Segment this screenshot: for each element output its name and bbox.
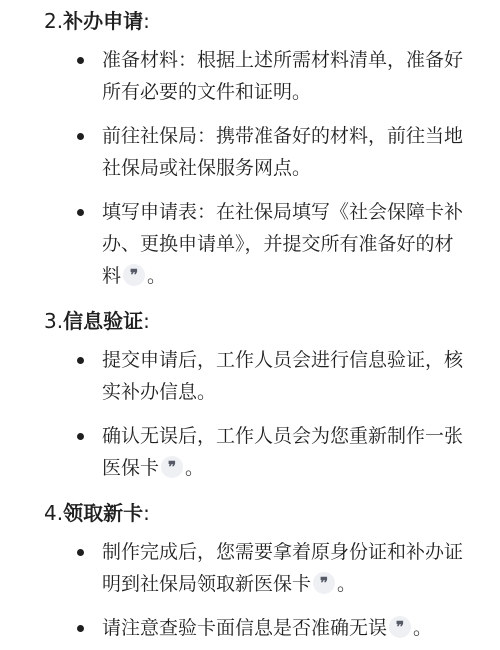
section-number: 2. — [44, 9, 64, 33]
bullet-dot-icon — [77, 625, 84, 632]
bullet-list — [44, 536, 472, 644]
section-title: 补办申请 — [63, 9, 144, 33]
bullet-dot-icon — [77, 549, 84, 556]
bullet-dot-icon — [77, 133, 84, 140]
section-colon: : — [143, 309, 150, 333]
list-item-text: 前往社保局：携带准备好的材料，前往当地社保局或社保服务网点。 — [102, 125, 464, 179]
list-item-text: 制作完成后，您需要拿着原身份证和补办证明到社保局领取新医保卡 — [102, 541, 464, 595]
list-item — [44, 536, 472, 600]
bullet-dot-icon — [77, 57, 84, 64]
list-item — [44, 612, 472, 644]
section-apply — [44, 4, 472, 292]
section-colon: : — [143, 9, 150, 33]
list-item-end: 。 — [147, 265, 167, 287]
bullet-list — [44, 344, 472, 484]
list-item — [44, 196, 472, 292]
section-title: 领取新卡 — [63, 501, 144, 525]
section-heading — [44, 304, 472, 338]
list-item-text: 准备材料：根据上述所需材料清单，准备好所有必要的文件和证明。 — [102, 49, 464, 103]
list-item — [44, 420, 472, 484]
bullet-dot-icon — [77, 357, 84, 364]
section-number: 3. — [44, 309, 64, 333]
list-item-text: 填写申请表：在社保局填写《社会保障卡补办、更换申请单》，并提交所有准备好的材料 — [102, 201, 464, 287]
section-colon: : — [143, 501, 150, 525]
bullet-dot-icon — [77, 433, 84, 440]
quote-citation-icon[interactable]: ❞ — [313, 572, 335, 594]
list-item — [44, 344, 472, 408]
list-item-end: 。 — [185, 457, 205, 479]
list-item-text: 请注意查验卡面信息是否准确无误 — [102, 617, 388, 639]
section-title: 信息验证 — [63, 309, 144, 333]
section-heading — [44, 496, 472, 530]
quote-citation-icon[interactable]: ❞ — [161, 456, 183, 478]
quote-citation-icon[interactable]: ❞ — [123, 264, 145, 286]
section-number: 4. — [44, 501, 64, 525]
list-item-text: 确认无误后，工作人员会为您重新制作一张医保卡 — [102, 425, 464, 479]
list-item-end: 。 — [413, 617, 433, 639]
list-item — [44, 44, 472, 108]
bullet-dot-icon — [77, 209, 84, 216]
section-heading — [44, 4, 472, 38]
list-item-end: 。 — [337, 573, 357, 595]
section-collect — [44, 496, 472, 644]
list-item-text: 提交申请后，工作人员会进行信息验证，核实补办信息。 — [102, 349, 464, 403]
section-verify — [44, 304, 472, 484]
bullet-list — [44, 44, 472, 292]
list-item — [44, 120, 472, 184]
quote-citation-icon[interactable]: ❞ — [389, 616, 411, 638]
